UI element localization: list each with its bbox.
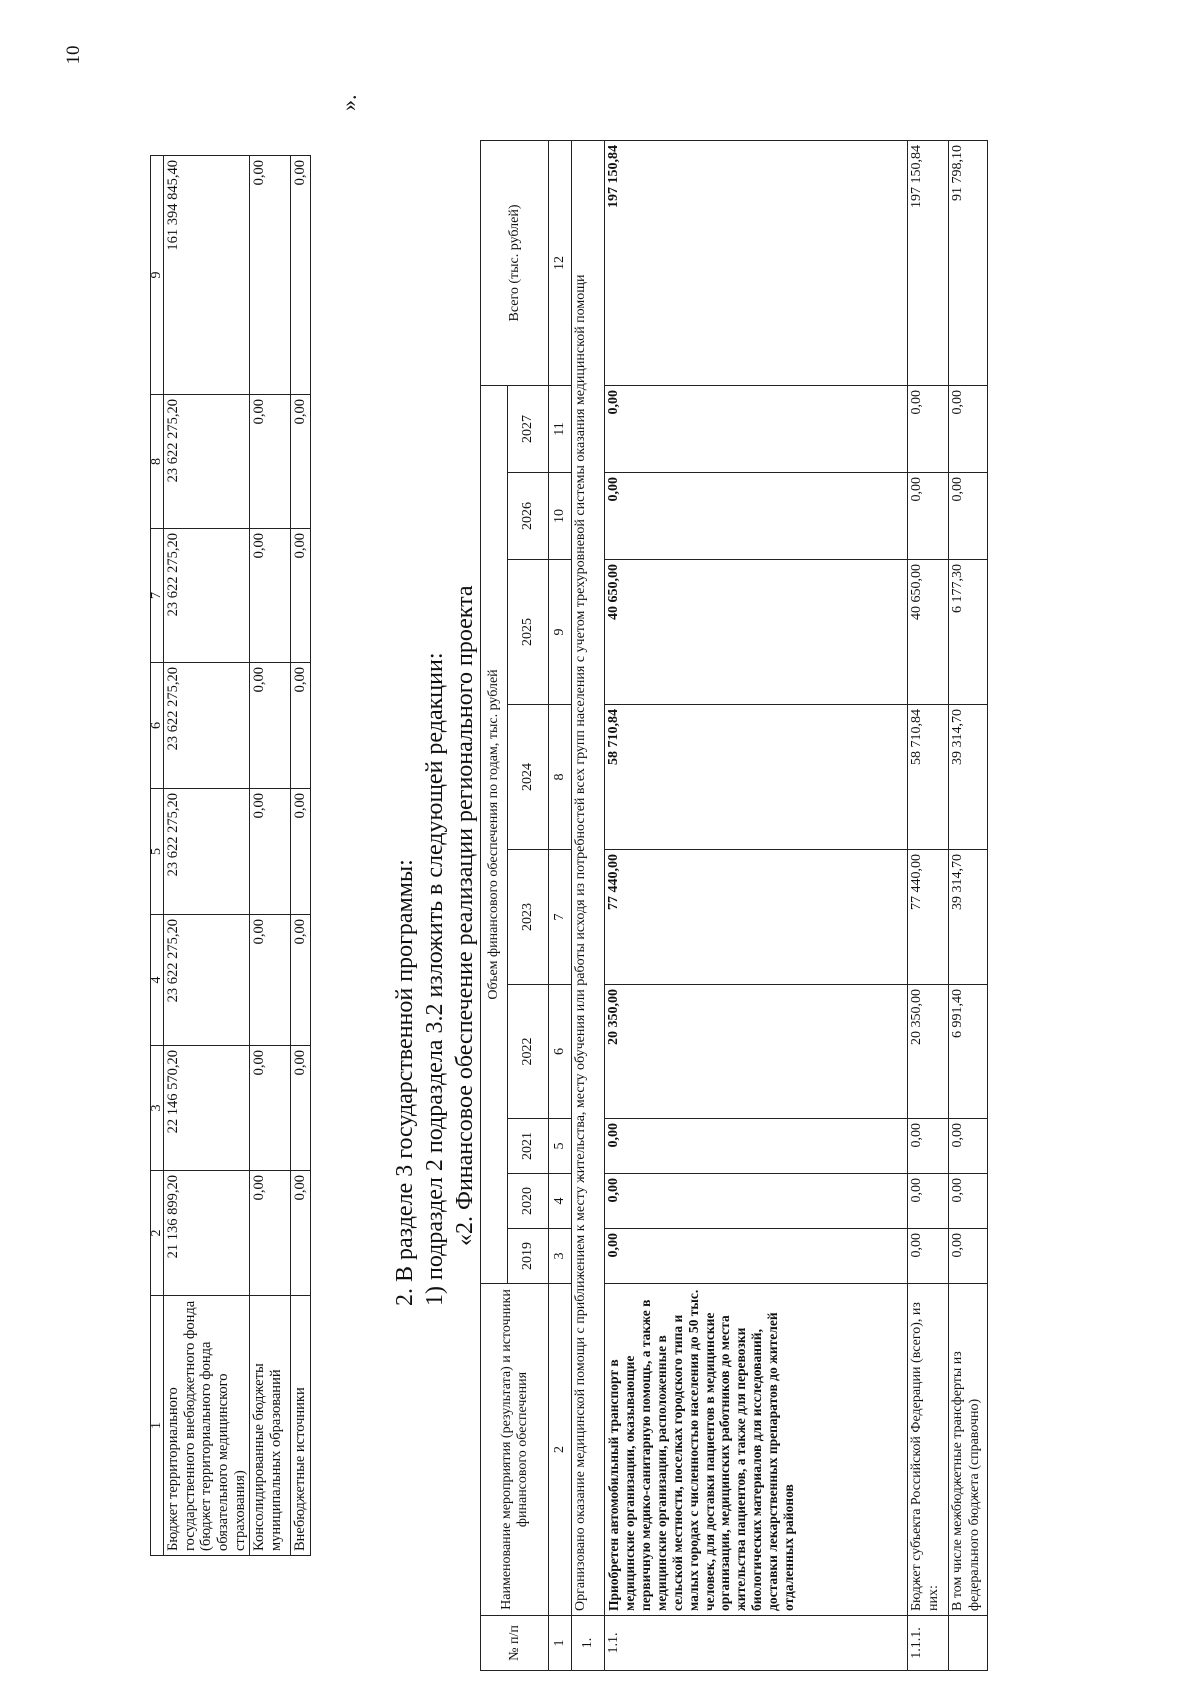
value-cell: 77 440,00: [605, 850, 908, 985]
value-cell: 0,00: [291, 156, 311, 395]
value-cell: 161 394 845,40: [164, 156, 250, 395]
value-cell: 0,00: [291, 915, 311, 1046]
budget-row: [908, 90, 949, 1670]
value-cell: 20 350,00: [908, 985, 949, 1119]
value-cell: 0,00: [908, 385, 949, 472]
year-cell: 2026: [508, 473, 549, 560]
row-number: 1.1.1.: [908, 1616, 949, 1671]
federal-transfers-row: [949, 90, 988, 1670]
value-cell: 0,00: [908, 1174, 949, 1229]
value-cell: 0,00: [250, 789, 291, 915]
value-cell: 39 314,70: [949, 850, 988, 985]
year-cell: 2019: [508, 1229, 549, 1284]
subsection-heading: 1) подраздел 2 подраздела 3.2 изложить в следующей редакции:: [422, 652, 448, 1306]
value-cell: 0,00: [250, 915, 291, 1046]
section-row: [572, 90, 605, 1670]
column-number: 4: [549, 1174, 572, 1229]
value-cell: 20 350,00: [605, 985, 908, 1119]
value-cell: 22 146 570,20: [164, 1046, 250, 1171]
column-number: 8: [549, 705, 572, 850]
value-cell: 40 650,00: [605, 560, 908, 705]
year-cell: 2023: [508, 850, 549, 985]
header-row-volume: [481, 90, 508, 1670]
value-cell: 0,00: [949, 1119, 988, 1174]
table-row: [164, 156, 250, 1556]
year-cell: 2021: [508, 1119, 549, 1174]
column-number: 6: [549, 985, 572, 1119]
value-cell: 0,00: [291, 663, 311, 789]
column-number: 5: [549, 1119, 572, 1174]
value-cell: 23 622 275,20: [164, 915, 250, 1046]
column-numbers-row: [549, 90, 572, 1670]
column-header-volume: Объем финансового обеспечения по годам, тыс. рублей: [481, 385, 508, 1283]
total-cell: 197 150,84: [908, 140, 949, 385]
value-cell: 0,00: [949, 1229, 988, 1284]
federal-transfers-name: В том числе межбюджетные трансферты из федерального бюджета (справочно): [949, 1284, 988, 1616]
value-cell: 0,00: [605, 1174, 908, 1229]
value-cell: 0,00: [291, 789, 311, 915]
blank-margin: [481, 90, 949, 140]
value-cell: 0,00: [291, 1171, 311, 1296]
value-cell: 6 177,30: [949, 560, 988, 705]
value-cell: 23 622 275,20: [164, 789, 250, 915]
row-number: 1.1.: [605, 1616, 908, 1671]
page-number: 10: [63, 45, 84, 65]
column-number: 2: [549, 1284, 572, 1616]
budget-sources-table: [150, 155, 311, 1556]
value-cell: 0,00: [908, 1229, 949, 1284]
value-cell: 0,00: [908, 473, 949, 560]
section-text: Организовано оказание медицинской помощи с приближением к месту жительства, месту обучения или работы исходя из потребностей всех групп населения с учетом трехуровневой системы оказания медицинской помощи: [572, 140, 605, 1615]
year-cell: 2025: [508, 560, 549, 705]
value-cell: 21 136 899,20: [164, 1171, 250, 1296]
value-cell: 0,00: [949, 1174, 988, 1229]
header-cell: 1: [151, 1296, 164, 1556]
value-cell: 23 622 275,20: [164, 529, 250, 663]
value-cell: 0,00: [291, 529, 311, 663]
column-number: 9: [549, 560, 572, 705]
table-row: [250, 156, 291, 1556]
value-cell: 58 710,84: [908, 705, 949, 850]
table-title: «2. Финансовое обеспечение реализации регионального проекта: [452, 585, 478, 1246]
value-cell: 0,00: [250, 1171, 291, 1296]
header-cell: 4: [151, 915, 164, 1046]
value-cell: 0,00: [250, 395, 291, 529]
row-label: Внебюджетные источники: [291, 1296, 311, 1556]
column-number: 10: [549, 473, 572, 560]
column-header-total: Всего (тыс. рублей): [481, 140, 549, 385]
value-cell: 0,00: [605, 1119, 908, 1174]
value-cell: 0,00: [250, 1046, 291, 1171]
total-cell: 197 150,84: [605, 140, 908, 385]
financing-table: [480, 90, 988, 1671]
value-cell: 0,00: [949, 473, 988, 560]
column-number: 7: [549, 850, 572, 985]
column-number: 12: [549, 140, 572, 385]
value-cell: 0,00: [250, 156, 291, 395]
year-cell: 2027: [508, 385, 549, 472]
value-cell: 0,00: [908, 1119, 949, 1174]
value-cell: 0,00: [250, 663, 291, 789]
budget-name: Бюджет субъекта Российской Федерации (всего), из них:: [908, 1284, 949, 1616]
row-label: Бюджет территориального государственного внебюджетного фонда (бюджет территориального фонда обязательного медицинского страхования): [164, 1296, 250, 1556]
row-label: Консолидированные бюджеты муниципальных образований: [250, 1296, 291, 1556]
value-cell: 0,00: [605, 385, 908, 472]
header-cell: 6: [151, 663, 164, 789]
table-header-row: [151, 156, 164, 1556]
row-number: [949, 1616, 988, 1671]
year-cell: 2024: [508, 705, 549, 850]
value-cell: 40 650,00: [908, 560, 949, 705]
value-cell: 77 440,00: [908, 850, 949, 985]
value-cell: 23 622 275,20: [164, 395, 250, 529]
header-cell: 7: [151, 529, 164, 663]
header-cell: 9: [151, 156, 164, 395]
value-cell: 0,00: [250, 529, 291, 663]
column-number: 11: [549, 385, 572, 472]
value-cell: 39 314,70: [949, 705, 988, 850]
value-cell: 0,00: [605, 1229, 908, 1284]
activity-name: Приобретен автомобильный транспорт в медицинские организации, оказывающие первичную медико-санитарную помощь, а также в медицинские организации, расположенные в сельской местности, поселках городского типа и малых городах с численностью населения до 50 тыс. человек, для доставки пациентов в медицинские организации, медицинских работников до места жительства пациентов, а также для перевозки биологических материалов для исследований, доставки лекарственных препаратов до жителей отдаленных районов: [605, 1284, 908, 1616]
header-cell: 3: [151, 1046, 164, 1171]
year-cell: 2022: [508, 985, 549, 1119]
value-cell: 0,00: [291, 1046, 311, 1171]
row-number: 1.: [572, 1616, 605, 1671]
header-cell: 5: [151, 789, 164, 915]
year-cell: 2020: [508, 1174, 549, 1229]
section-heading: 2. В разделе 3 государственной программы:: [392, 859, 418, 1306]
value-cell: 58 710,84: [605, 705, 908, 850]
value-cell: 0,00: [291, 395, 311, 529]
value-cell: 0,00: [605, 473, 908, 560]
value-cell: 23 622 275,20: [164, 663, 250, 789]
value-cell: 0,00: [949, 385, 988, 472]
column-number: 1: [549, 1616, 572, 1671]
header-cell: 2: [151, 1171, 164, 1296]
activity-row: [605, 90, 908, 1670]
total-cell: 91 798,10: [949, 140, 988, 385]
column-number: 3: [549, 1229, 572, 1284]
header-cell: 8: [151, 395, 164, 529]
table-row: [291, 156, 311, 1556]
closing-quote: ».: [336, 94, 361, 111]
column-header-name: Наименование мероприятия (результата) и источники финансового обеспечения: [481, 1284, 549, 1616]
value-cell: 6 991,40: [949, 985, 988, 1119]
column-header-number: № п/п: [481, 1616, 549, 1671]
